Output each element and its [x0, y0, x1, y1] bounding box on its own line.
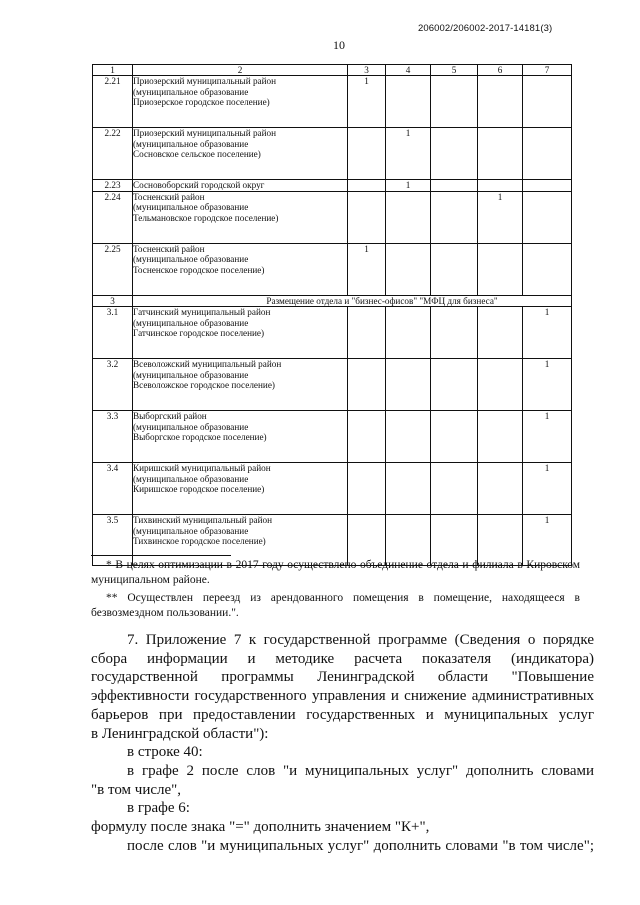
- row-name-line: Выборгское городское поселение): [133, 432, 267, 442]
- mark-cell: [348, 411, 386, 463]
- row-name-line: (муниципальное образование: [133, 317, 249, 328]
- mark-cell: [523, 243, 572, 295]
- row-name-line: (муниципальное образование: [133, 86, 249, 97]
- main-text: [91, 631, 594, 855]
- row-name: [133, 243, 348, 295]
- table-row: [93, 411, 572, 463]
- mark-cell: [431, 76, 478, 128]
- mark-cell: [431, 307, 478, 359]
- row-name-line: Приозерский муниципальный район: [133, 128, 277, 138]
- row-name: [133, 411, 348, 463]
- mark-cell: [431, 128, 478, 180]
- column-header: 2: [133, 65, 348, 76]
- row-name-line: Тосненский район: [133, 191, 205, 202]
- mark-cell: 1: [478, 191, 523, 243]
- row-number: 3.4: [93, 463, 133, 515]
- mark-cell: 1: [386, 128, 431, 180]
- row-number: 2.25: [93, 243, 133, 295]
- row-name: [133, 359, 348, 411]
- table-row: [93, 180, 572, 192]
- row-name-line: Гатчинский муниципальный район: [133, 307, 271, 317]
- mark-cell: 1: [523, 515, 572, 566]
- mark-cell: [348, 128, 386, 180]
- row-name: [133, 128, 348, 180]
- mark-cell: 1: [523, 307, 572, 359]
- table-row: [93, 359, 572, 411]
- mark-cell: [478, 76, 523, 128]
- mark-cell: [386, 463, 431, 515]
- mark-cell: [386, 359, 431, 411]
- row-number: 3.1: [93, 307, 133, 359]
- row-name-line: Тихвинское городское поселение): [133, 536, 266, 546]
- column-header: 7: [523, 65, 572, 76]
- row-name-line: Выборгский район: [133, 411, 207, 421]
- row-name: [133, 191, 348, 243]
- column-header: 5: [431, 65, 478, 76]
- row-number: 2.24: [93, 191, 133, 243]
- row-name-line: (муниципальное образование: [133, 202, 249, 212]
- row-name: [133, 76, 348, 128]
- table-row: [93, 243, 572, 295]
- table-row: [93, 128, 572, 180]
- row-number: 3.3: [93, 411, 133, 463]
- row-name-line: (муниципальное образование: [133, 525, 249, 536]
- mark-cell: 1: [348, 76, 386, 128]
- row-name-line: Всеволожское городское поселение): [133, 380, 275, 390]
- row-name-line: Тосненское городское поселение): [133, 264, 265, 275]
- table-header-row: [93, 65, 572, 76]
- paragraph-line: сбора информации и методике расчета показателя (индикатора): [91, 650, 594, 667]
- mark-cell: [431, 359, 478, 411]
- row-name-line: Сосновское сельское поселение): [133, 149, 261, 159]
- row-name-line: Сосновоборский городской округ: [133, 180, 265, 190]
- row-name-line: Приозерский муниципальный район: [133, 76, 277, 86]
- mark-cell: [478, 411, 523, 463]
- row-name-line: Киришское городское поселение): [133, 484, 265, 494]
- row-name-line: (муниципальное образование: [133, 473, 249, 484]
- column-header: 6: [478, 65, 523, 76]
- mark-cell: [478, 128, 523, 180]
- mark-cell: [431, 191, 478, 243]
- paragraph-line: в строке 40:: [127, 744, 203, 761]
- mark-cell: [386, 411, 431, 463]
- paragraph-line: в Ленинградской области"):: [91, 725, 269, 742]
- paragraph-line: государственной программы Ленинградской области "Повышение: [91, 669, 594, 686]
- mark-cell: [431, 180, 478, 192]
- row-name-line: Гатчинское городское поселение): [133, 328, 265, 338]
- row-number: 2.22: [93, 128, 133, 180]
- mark-cell: 1: [523, 463, 572, 515]
- row-number: 3.5: [93, 515, 133, 566]
- paragraph-line: в графе 6:: [127, 800, 190, 817]
- row-name-line: Тихвинский муниципальный район: [133, 515, 273, 525]
- row-name-line: Киришский муниципальный район: [133, 463, 271, 473]
- paragraph-line: эффективности государственного управления и снижение административных: [91, 688, 594, 705]
- column-header: 4: [386, 65, 431, 76]
- mark-cell: [523, 76, 572, 128]
- mark-cell: [348, 180, 386, 192]
- table-section-row: [93, 295, 572, 307]
- footnote-1: * В целях оптимизации в 2017 году осуществлено объединение отдела и филиала в Кировском муниципальном районе.: [91, 559, 580, 586]
- mark-cell: [523, 128, 572, 180]
- paragraph-line: 7. Приложение 7 к государственной программе (Сведения о порядке: [127, 632, 594, 648]
- mark-cell: [478, 307, 523, 359]
- row-number: 3.2: [93, 359, 133, 411]
- table-row: [93, 76, 572, 128]
- row-name-line: Тельмановское городское поселение): [133, 212, 279, 223]
- row-name-line: (муниципальное образование: [133, 254, 249, 264]
- mark-cell: [523, 180, 572, 192]
- footnote-2: ** Осуществлен переезд из арендованного помещения в помещение, находящееся в безвозмездном пользовании.".: [91, 592, 580, 619]
- row-name-line: (муниципальное образование: [133, 369, 249, 380]
- mark-cell: [348, 359, 386, 411]
- mark-cell: [523, 191, 572, 243]
- data-table: [92, 64, 572, 566]
- mark-cell: [386, 243, 431, 295]
- page-number: 10: [333, 38, 345, 52]
- row-name-line: Всеволожский муниципальный район: [133, 359, 282, 369]
- row-number: 3: [93, 295, 133, 307]
- column-header: 3: [348, 65, 386, 76]
- row-name-line: Приозерское городское поселение): [133, 97, 270, 107]
- column-header: 1: [93, 65, 133, 76]
- mark-cell: 1: [348, 243, 386, 295]
- document-number: 206002/206002-2017-14181(3): [418, 23, 553, 34]
- mark-cell: 1: [386, 180, 431, 192]
- paragraph-line: барьеров при предоставлении государственных и муниципальных услуг: [91, 706, 594, 723]
- paragraph-line: формулу после знака "=" дополнить значением "К+",: [91, 819, 430, 836]
- row-name: [133, 463, 348, 515]
- row-number: 2.21: [93, 76, 133, 128]
- mark-cell: [431, 463, 478, 515]
- mark-cell: [386, 76, 431, 128]
- footnote-separator: [91, 555, 231, 556]
- mark-cell: 1: [523, 359, 572, 411]
- mark-cell: [431, 243, 478, 295]
- mark-cell: [478, 243, 523, 295]
- mark-cell: [478, 463, 523, 515]
- paragraph-line: после слов "и муниципальных услуг" дополнить словами "в том числе";: [127, 837, 594, 854]
- mark-cell: 1: [523, 411, 572, 463]
- table-row: [93, 307, 572, 359]
- mark-cell: [348, 463, 386, 515]
- row-name-line: Тосненский район: [133, 243, 205, 254]
- paragraph-line: в графе 2 после слов "и муниципальных услуг" дополнить словами: [127, 762, 594, 779]
- mark-cell: [431, 411, 478, 463]
- section-title: Размещение отдела и "бизнес-офисов" "МФЦ для бизнеса": [133, 295, 572, 307]
- mark-cell: [348, 191, 386, 243]
- mark-cell: [478, 180, 523, 192]
- row-name: [133, 307, 348, 359]
- row-number: 2.23: [93, 180, 133, 192]
- row-name: [133, 180, 348, 192]
- paragraph-line: "в том числе",: [91, 781, 182, 798]
- mark-cell: [348, 307, 386, 359]
- table-row: [93, 191, 572, 243]
- mark-cell: [478, 359, 523, 411]
- table-row: [93, 463, 572, 515]
- mark-cell: [386, 191, 431, 243]
- row-name-line: (муниципальное образование: [133, 138, 249, 149]
- row-name-line: (муниципальное образование: [133, 421, 249, 432]
- mark-cell: [386, 307, 431, 359]
